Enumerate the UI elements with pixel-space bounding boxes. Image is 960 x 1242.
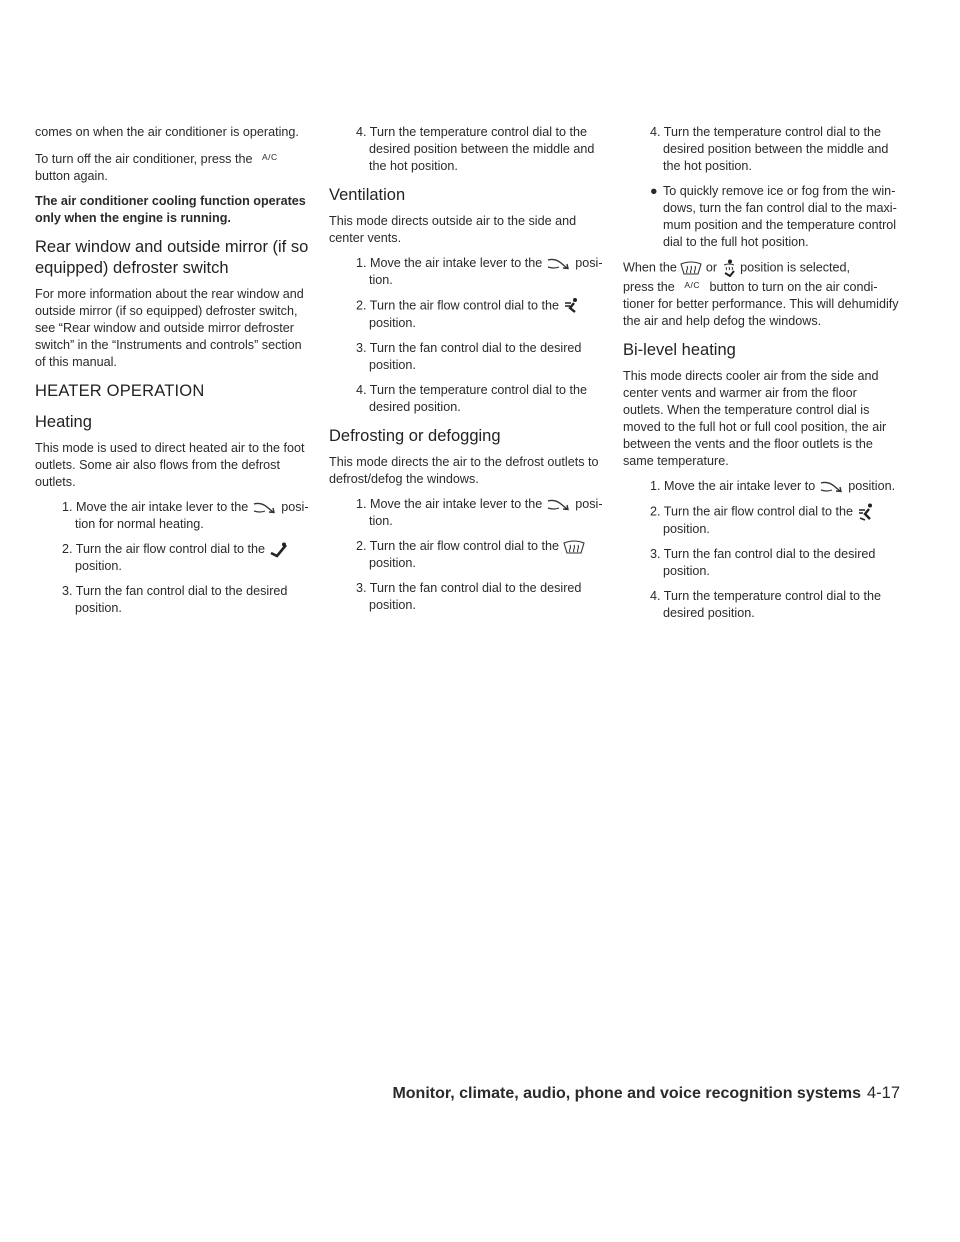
text: position. xyxy=(369,497,603,528)
step-2 xyxy=(329,297,605,332)
defrost-icon xyxy=(680,261,702,275)
bullet-icon: ● xyxy=(650,184,658,198)
fresh-air-intake-icon xyxy=(546,498,572,512)
text: 2. Turn the air flow control dial to the xyxy=(356,539,560,553)
text: 1. Move the air intake lever to the xyxy=(62,500,249,514)
text: When the xyxy=(623,260,677,275)
page-number: 4-17 xyxy=(866,1084,900,1102)
text: button again. xyxy=(35,169,108,183)
step-2 xyxy=(329,538,605,572)
paragraph xyxy=(623,259,899,330)
text: button to turn on the air conditioner for better performance. This will dehumidify the air and help defog the windows. xyxy=(623,280,899,328)
step-3: 3. Turn the fan control dial to the desired position. xyxy=(356,581,582,612)
text: 2. Turn the air flow control dial to the xyxy=(356,298,560,313)
footer-section-title: Monitor, climate, audio, phone and voice recognition systems xyxy=(392,1085,861,1102)
step-1 xyxy=(35,499,311,533)
text: position. xyxy=(663,522,710,536)
ac-button-icon: A/C xyxy=(262,152,278,162)
text: position. xyxy=(848,479,896,493)
step-3: 3. Turn the fan control dial to the desired position. xyxy=(650,547,876,578)
paragraph xyxy=(35,149,311,185)
step-4: 4. Turn the temperature control dial to the desired position between the middle and the hot position. xyxy=(650,125,889,173)
vent-mode-icon xyxy=(563,297,581,315)
paragraph: comes on when the air conditioner is operating. xyxy=(35,125,299,139)
column-1 xyxy=(35,124,311,625)
section-heading-ventilation: Ventilation xyxy=(329,186,406,204)
column-2 xyxy=(329,124,605,622)
section-heading-bi-level: Bi-level heating xyxy=(623,341,736,359)
step-4: 4. Turn the temperature control dial to the desired position between the middle and the hot position. xyxy=(356,125,595,173)
text: 2. Turn the air flow control dial to the xyxy=(62,542,266,556)
paragraph: This mode directs cooler air from the side and center vents and warmer air from the floor outlets. When the temperature control dial is moved to the full hot or full cool position, the air between the vents and the floor outlets is the same temperature. xyxy=(623,369,887,468)
text: 1. Move the air intake lever to xyxy=(650,479,816,493)
text: position. xyxy=(369,256,603,287)
paragraph: This mode is used to direct heated air to the foot outlets. Some air also flows from the defrost outlets. xyxy=(35,441,305,489)
section-heading-defrosting: Defrosting or defogging xyxy=(329,427,501,445)
text: 1. Move the air intake lever to the xyxy=(356,256,543,270)
text: position for normal heating. xyxy=(75,500,309,531)
text: 2. Turn the air flow control dial to the xyxy=(650,504,854,519)
step-4: 4. Turn the temperature control dial to the desired position. xyxy=(650,589,882,620)
text: press the xyxy=(623,280,675,294)
step-2 xyxy=(623,503,899,538)
paragraph: This mode directs outside air to the side and center vents. xyxy=(329,214,577,245)
bi-level-icon xyxy=(857,503,877,521)
column-3 xyxy=(623,124,899,630)
paragraph: This mode directs the air to the defrost outlets to defrost/defog the windows. xyxy=(329,455,599,486)
text: To quickly remove ice or fog from the windows, turn the fan control dial to the maximum position and the temperature control dial to the full hot position. xyxy=(663,184,897,249)
step-3: 3. Turn the fan control dial to the desired position. xyxy=(356,341,582,372)
defrost-icon xyxy=(563,540,585,554)
fresh-air-intake-icon xyxy=(546,257,572,271)
step-1 xyxy=(329,255,605,289)
page-footer xyxy=(392,1084,900,1103)
text: To turn off the air conditioner, press the xyxy=(35,152,253,166)
step-1 xyxy=(329,496,605,530)
text: position. xyxy=(75,559,122,573)
fresh-air-intake-icon xyxy=(252,501,278,515)
step-3: 3. Turn the fan control dial to the desired position. xyxy=(62,584,288,615)
ac-button-icon: A/C xyxy=(684,280,700,290)
paragraph: For more information about the rear window and outside mirror (if so equipped) defroster switch, see “Rear window and outside mirror defroster switch” in the “Instruments and controls” section of this manual. xyxy=(35,287,304,369)
fresh-air-intake-icon xyxy=(819,480,845,494)
step-4: 4. Turn the temperature control dial to the desired position. xyxy=(356,383,588,414)
text: 1. Move the air intake lever to the xyxy=(356,497,543,511)
foot-mode-icon xyxy=(269,542,289,558)
warning-note: The air conditioner cooling function operates only when the engine is running. xyxy=(35,194,306,225)
text: position. xyxy=(369,316,416,330)
section-heading-heater-operation: HEATER OPERATION xyxy=(35,382,205,400)
section-heading-heating: Heating xyxy=(35,413,92,431)
defrost-foot-icon xyxy=(721,259,737,277)
bullet-item xyxy=(623,183,899,251)
step-2 xyxy=(35,541,311,575)
text: or xyxy=(705,260,718,275)
step-1 xyxy=(623,478,899,495)
text: position. xyxy=(369,556,416,570)
text: position is selected, xyxy=(740,260,851,275)
section-heading-rear-defroster: Rear window and outside mirror (if so equipped) defroster switch xyxy=(35,238,309,277)
